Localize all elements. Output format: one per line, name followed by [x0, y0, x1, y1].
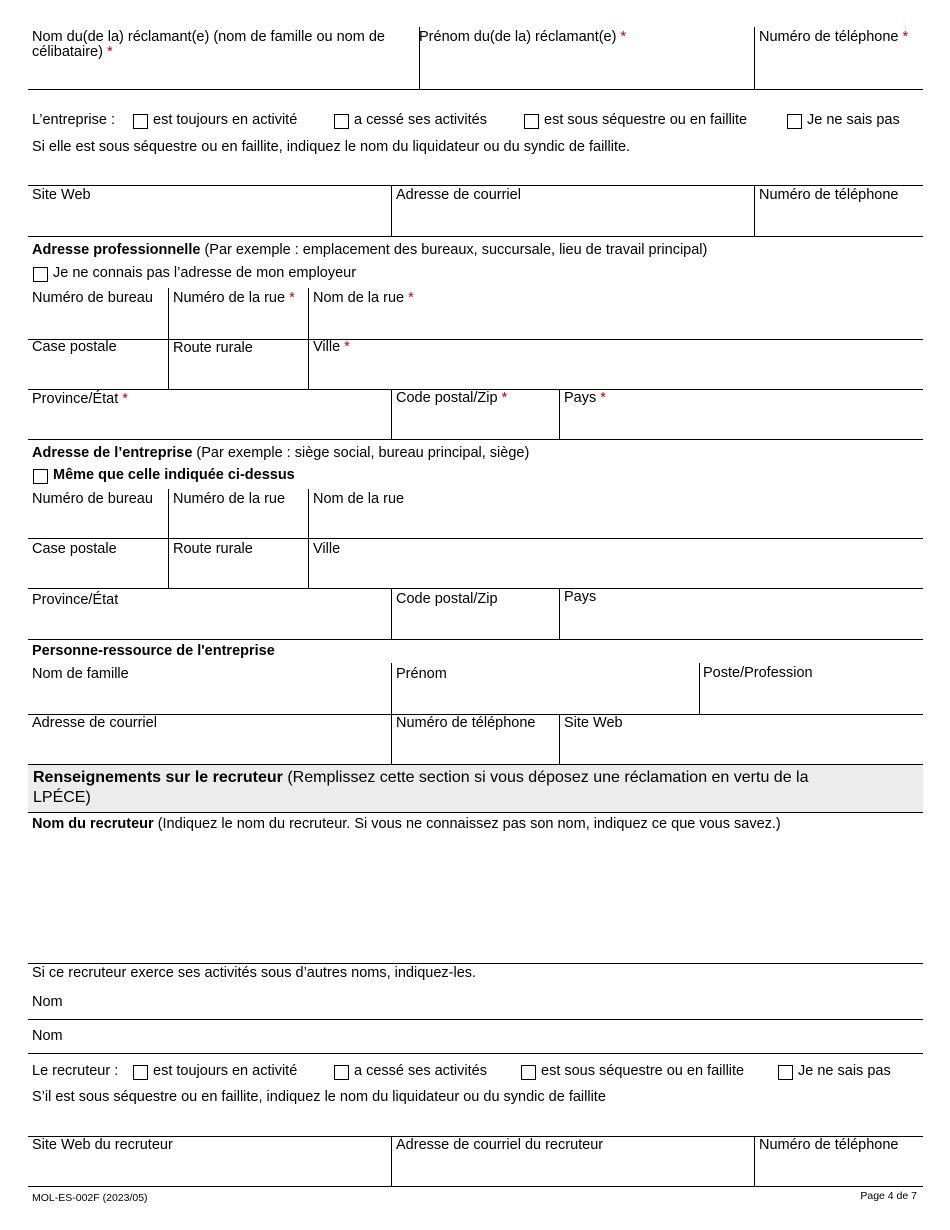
claimant-phone-input[interactable]: [756, 50, 922, 88]
recruiter-active-checkbox[interactable]: [133, 1065, 148, 1080]
recruiter-section-header: [28, 765, 923, 812]
business-office-no-label: Numéro de bureau: [32, 290, 153, 306]
company-po-box-input[interactable]: [28, 560, 167, 587]
claimant-last-name-label: Nom du(de la) réclamant(e) (nom de famille ou nom de: [32, 29, 385, 45]
company-address-title: Adresse de l’entreprise (Par exemple : siège social, bureau principal, siège): [32, 445, 530, 461]
business-city-label: Ville *: [313, 339, 350, 355]
claimant-first-name-input[interactable]: [421, 50, 753, 88]
same-address-checkbox[interactable]: [33, 469, 48, 484]
recruiter-section-note-2: LPÉCE): [33, 789, 91, 806]
business-po-box-input[interactable]: [28, 358, 167, 388]
contact-first-name-input[interactable]: [393, 686, 698, 713]
recruiter-unknown-label: Je ne sais pas: [798, 1063, 891, 1079]
company-office-no-input[interactable]: [28, 510, 167, 537]
company-unknown-label: Je ne sais pas: [807, 112, 900, 128]
company-bankrupt-checkbox[interactable]: [524, 114, 539, 129]
claimant-phone-label: Numéro de téléphone *: [759, 29, 909, 45]
contact-first-name-label: Prénom: [396, 666, 447, 682]
recruiter-name-title: Nom du recruteur (Indiquez le nom du recruteur. Si vous ne connaissez pas son nom, indiquez ce que vous savez.): [32, 816, 781, 832]
recruiter-other-name-label-2: Nom: [32, 1028, 63, 1044]
recruiter-email-input[interactable]: [393, 1157, 753, 1185]
company-province-label: Province/État: [32, 592, 119, 608]
business-street-no-label: Numéro de la rue *: [173, 290, 295, 306]
company-unknown-checkbox[interactable]: [787, 114, 802, 129]
recruiter-phone-input[interactable]: [756, 1157, 922, 1185]
company-rural-route-label: Route rurale: [173, 541, 253, 557]
company-province-input[interactable]: [28, 611, 390, 638]
recruiter-active-label: est toujours en activité: [153, 1063, 298, 1079]
business-country-input[interactable]: [561, 410, 922, 438]
recruiter-ceased-label: a cessé ses activités: [354, 1063, 487, 1079]
company-active-label: est toujours en activité: [153, 112, 298, 128]
company-street-no-label: Numéro de la rue: [173, 491, 286, 507]
recruiter-name-textarea[interactable]: [28, 836, 922, 961]
contact-last-name-label: Nom de famille: [32, 666, 129, 682]
company-bankrupt-label: est sous séquestre ou en faillite: [544, 112, 748, 128]
company-office-no-label: Numéro de bureau: [32, 491, 153, 507]
company-city-label: Ville: [313, 541, 341, 557]
recruiter-ceased-checkbox[interactable]: [334, 1065, 349, 1080]
recruiter-status-label: Le recruteur :: [32, 1063, 119, 1079]
business-postal-input[interactable]: [393, 410, 558, 438]
recruiter-website-input[interactable]: [28, 1157, 390, 1185]
recruiter-other-name-input-2[interactable]: [70, 1024, 922, 1050]
company-active-checkbox[interactable]: [133, 114, 148, 129]
unknown-employer-address-label: Je ne connais pas l’adresse de mon employeur: [53, 265, 357, 281]
company-street-name-label: Nom de la rue: [313, 491, 405, 507]
contact-phone-label: Numéro de téléphone: [396, 715, 536, 731]
company-street-no-input[interactable]: [170, 510, 307, 537]
company-postal-label: Code postal/Zip: [396, 591, 498, 607]
contact-email-label: Adresse de courriel: [32, 715, 157, 731]
unknown-employer-address-checkbox[interactable]: [33, 267, 48, 282]
company-country-input[interactable]: [561, 611, 922, 638]
business-po-box-label: Case postale: [32, 339, 117, 355]
business-address-title: Adresse professionnelle (Par exemple : emplacement des bureaux, succursale, lieu de travail principal): [32, 242, 708, 258]
business-street-name-input[interactable]: [310, 310, 922, 338]
contact-position-input[interactable]: [701, 686, 922, 713]
claimant-last-name-input[interactable]: [28, 62, 418, 88]
contact-position-label: Poste/Profession: [703, 665, 813, 681]
business-city-input[interactable]: [310, 358, 922, 388]
company-liquidator-note: Si elle est sous séquestre ou en faillite, indiquez le nom du liquidateur ou du syndic de faillite.: [32, 139, 631, 155]
recruiter-liquidator-note: S’il est sous séquestre ou en faillite, indiquez le nom du liquidateur ou du syndic de faillite: [32, 1089, 606, 1105]
business-rural-route-input[interactable]: [170, 358, 307, 388]
contact-phone-input[interactable]: [393, 735, 558, 763]
claimant-first-name-label: Prénom du(de la) réclamant(e) *: [419, 29, 627, 45]
page-number: Page 4 de 7: [860, 1190, 917, 1202]
recruiter-other-name-input-1[interactable]: [70, 990, 922, 1016]
contact-person-title: Personne-ressource de l'entreprise: [32, 643, 275, 659]
company-postal-input[interactable]: [393, 611, 558, 638]
company-phone-label: Numéro de téléphone: [759, 187, 899, 203]
contact-email-input[interactable]: [28, 735, 390, 763]
company-po-box-label: Case postale: [32, 541, 117, 557]
recruiter-website-label: Site Web du recruteur: [32, 1137, 173, 1153]
business-country-label: Pays *: [564, 390, 606, 406]
claimant-last-name-label-line2: célibataire) *: [32, 44, 113, 60]
recruiter-bankrupt-checkbox[interactable]: [521, 1065, 536, 1080]
company-liquidator-input[interactable]: [28, 158, 922, 184]
same-address-label: Même que celle indiquée ci-dessus: [53, 467, 295, 483]
business-rural-route-label: Route rurale: [173, 340, 253, 356]
contact-website-label: Site Web: [564, 715, 623, 731]
recruiter-phone-label: Numéro de téléphone: [759, 1137, 899, 1153]
business-province-input[interactable]: [28, 410, 390, 438]
company-street-name-input[interactable]: [310, 510, 922, 537]
company-email-input[interactable]: [393, 206, 753, 235]
recruiter-bankrupt-label: est sous séquestre ou en faillite: [541, 1063, 745, 1079]
recruiter-liquidator-input[interactable]: [28, 1108, 922, 1134]
recruiter-other-name-label-1: Nom: [32, 994, 63, 1010]
recruiter-section-title: Renseignements sur le recruteur: [33, 769, 283, 786]
company-website-input[interactable]: [28, 206, 390, 235]
business-street-no-input[interactable]: [170, 310, 307, 338]
recruiter-section-note: (Remplissez cette section si vous déposez une réclamation en vertu de la: [287, 769, 809, 786]
recruiter-other-names-note: Si ce recruteur exerce ses activités sous d’autres noms, indiquez-les.: [32, 965, 477, 981]
company-city-input[interactable]: [310, 560, 922, 587]
company-phone-input[interactable]: [756, 206, 922, 235]
form-code: MOL-ES-002F (2023/05): [32, 1192, 148, 1204]
company-status-label: L’entreprise :: [32, 112, 116, 128]
company-rural-route-input[interactable]: [170, 560, 307, 587]
recruiter-unknown-checkbox[interactable]: [778, 1065, 793, 1080]
company-email-label: Adresse de courriel: [396, 187, 521, 203]
recruiter-email-label: Adresse de courriel du recruteur: [396, 1137, 604, 1153]
contact-website-input[interactable]: [561, 735, 922, 763]
contact-last-name-input[interactable]: [28, 686, 390, 713]
business-postal-label: Code postal/Zip *: [396, 390, 508, 406]
company-website-label: Site Web: [32, 187, 91, 203]
company-ceased-label: a cessé ses activités: [354, 112, 487, 128]
company-country-label: Pays: [564, 589, 597, 605]
business-province-label: Province/État *: [32, 391, 128, 407]
company-ceased-checkbox[interactable]: [334, 114, 349, 129]
business-street-name-label: Nom de la rue *: [313, 290, 414, 306]
business-office-no-input[interactable]: [28, 310, 167, 338]
